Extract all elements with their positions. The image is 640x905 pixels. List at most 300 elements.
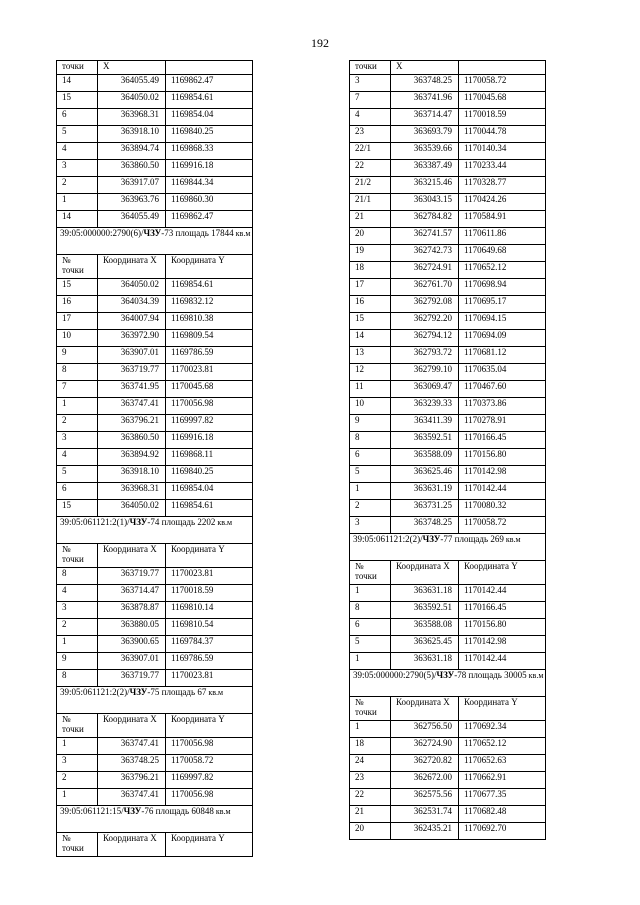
coord-y-cell: 1170080.32 (459, 500, 546, 517)
point-number-cell: 4 (57, 449, 98, 466)
point-number-cell: 20 (350, 823, 391, 840)
coord-x-cell: 362720.82 (391, 755, 459, 772)
point-number-cell: 21/2 (350, 177, 391, 194)
coord-y-cell: 1170278.91 (459, 415, 546, 432)
coord-x-cell: 363719.77 (98, 364, 166, 381)
table-row (57, 585, 253, 602)
table-row (350, 755, 546, 772)
table-row (350, 789, 546, 806)
point-number-cell: 21 (350, 806, 391, 823)
section-title-row (57, 517, 253, 544)
area-unit: кв.м (233, 229, 251, 238)
coord-y-cell: 1169844.34 (166, 177, 253, 194)
coord-x-cell: 363239.33 (391, 398, 459, 415)
point-number-cell: 6 (57, 109, 98, 126)
table-row (350, 619, 546, 636)
table-row (57, 313, 253, 330)
section-title (57, 228, 253, 255)
table-row (350, 585, 546, 602)
table-row (350, 432, 546, 449)
right-coordinates-table (349, 60, 546, 840)
coord-x-cell: 362672.00 (391, 772, 459, 789)
table-row (57, 347, 253, 364)
coord-x-cell: 363968.31 (98, 109, 166, 126)
coord-y-cell: 1169854.61 (166, 92, 253, 109)
point-number-cell: 15 (57, 279, 98, 296)
area-text: -75 площадь 67 (147, 687, 207, 697)
table-row (57, 755, 253, 772)
header-coord-x: Координата X (391, 697, 459, 721)
table-row (57, 738, 253, 755)
coord-y-cell: 1170233.44 (459, 160, 546, 177)
coord-y-cell: 1170692.70 (459, 823, 546, 840)
coord-x-cell: 363625.45 (391, 636, 459, 653)
coord-y-cell: 1170682.48 (459, 806, 546, 823)
point-number-cell: 6 (350, 619, 391, 636)
coord-x-cell: 363043.15 (391, 194, 459, 211)
table-row (57, 143, 253, 160)
coord-x-cell: 363878.87 (98, 602, 166, 619)
zone-code: ЧЗУ (129, 687, 148, 697)
point-number-cell: 8 (57, 364, 98, 381)
area-unit: кв.м (503, 535, 521, 544)
coord-x-cell: 363972.90 (98, 330, 166, 347)
zone-code: ЧЗУ (123, 806, 142, 816)
coord-x-cell: 362724.90 (391, 738, 459, 755)
table-row (350, 806, 546, 823)
point-number-cell: 14 (57, 75, 98, 92)
table-row (350, 143, 546, 160)
table-header-row (57, 544, 253, 568)
coord-y-cell: 1169784.37 (166, 636, 253, 653)
table-row (57, 109, 253, 126)
coord-y-cell: 1169840.25 (166, 126, 253, 143)
coord-x-cell: 363215.46 (391, 177, 459, 194)
coord-x-cell: 363918.10 (98, 466, 166, 483)
point-number-cell: 8 (57, 568, 98, 585)
coord-x-cell: 363968.31 (98, 483, 166, 500)
point-number-cell: 2 (57, 619, 98, 636)
table-header-row (57, 61, 253, 75)
coord-x-cell: 363963.76 (98, 194, 166, 211)
table-row (350, 194, 546, 211)
point-number-cell: 9 (350, 415, 391, 432)
point-number-cell: 7 (57, 381, 98, 398)
coord-x-cell: 363918.10 (98, 126, 166, 143)
coord-x-cell: 362575.56 (391, 789, 459, 806)
table-header-row (350, 61, 546, 75)
area-text: -77 площадь 269 (440, 534, 504, 544)
coord-y-cell: 1170467.60 (459, 381, 546, 398)
header-coord-y: Координата Y (166, 714, 253, 738)
header-coord-x: Координата X (98, 544, 166, 568)
coord-x-cell: 363387.49 (391, 160, 459, 177)
header-coord-x: X (98, 61, 166, 75)
coord-y-cell: 1170166.45 (459, 432, 546, 449)
table-header-row (57, 714, 253, 738)
table-row (57, 364, 253, 381)
table-row (57, 398, 253, 415)
cadastral-number: 39:05:061121:15/ (60, 806, 124, 816)
table-row (350, 92, 546, 109)
header-coord-y: Координата Y (166, 544, 253, 568)
table-row (350, 109, 546, 126)
point-number-cell: 15 (350, 313, 391, 330)
point-number-cell: 4 (57, 585, 98, 602)
header-coord-y: Координата Y (459, 561, 546, 585)
point-number-cell: 15 (57, 500, 98, 517)
header-coord-y: Координата Y (166, 255, 253, 279)
point-number-cell: 17 (350, 279, 391, 296)
coord-x-cell: 363592.51 (391, 432, 459, 449)
coord-x-cell: 363592.51 (391, 602, 459, 619)
coord-y-cell: 1169809.54 (166, 330, 253, 347)
table-row (350, 296, 546, 313)
header-coord-y (166, 61, 253, 75)
coord-y-cell: 1169786.59 (166, 653, 253, 670)
area-unit: кв.м (213, 807, 231, 816)
point-number-cell: 22/1 (350, 143, 391, 160)
coord-y-cell: 1170023.81 (166, 364, 253, 381)
coord-y-cell: 1170056.98 (166, 738, 253, 755)
coord-y-cell: 1170023.81 (166, 670, 253, 687)
point-number-cell: 23 (350, 126, 391, 143)
coord-y-cell: 1170677.35 (459, 789, 546, 806)
table-row (57, 500, 253, 517)
coord-y-cell: 1169786.59 (166, 347, 253, 364)
table-row (57, 653, 253, 670)
area-unit: кв.м (526, 671, 544, 680)
coord-x-cell: 363714.47 (98, 585, 166, 602)
coord-y-cell: 1169997.82 (166, 772, 253, 789)
table-row (350, 602, 546, 619)
coord-x-cell: 363719.77 (98, 670, 166, 687)
point-number-cell: 1 (350, 653, 391, 670)
header-number-sign: № (62, 255, 71, 265)
header-coord-x: Координата X (391, 561, 459, 585)
coord-y-cell: 1170056.98 (166, 789, 253, 806)
point-number-cell: 2 (350, 500, 391, 517)
point-number-cell: 4 (350, 109, 391, 126)
point-number-cell: 1 (57, 636, 98, 653)
point-number-cell: 8 (350, 602, 391, 619)
coord-x-cell: 363860.50 (98, 432, 166, 449)
area-text: -76 площадь 60848 (141, 806, 214, 816)
coord-y-cell: 1170142.44 (459, 585, 546, 602)
coord-y-cell: 1169860.30 (166, 194, 253, 211)
coord-x-cell: 362435.21 (391, 823, 459, 840)
table-row (57, 296, 253, 313)
coord-x-cell: 362792.20 (391, 313, 459, 330)
point-number-cell: 24 (350, 755, 391, 772)
coord-x-cell: 363631.18 (391, 585, 459, 602)
section-title-row (57, 806, 253, 833)
header-point-number (57, 714, 98, 738)
header-coord-x: Координата X (98, 714, 166, 738)
table-header-row (57, 255, 253, 279)
coord-x-cell: 363731.25 (391, 500, 459, 517)
coord-x-cell: 363900.65 (98, 636, 166, 653)
header-coord-y: Координата Y (166, 833, 253, 857)
table-row (350, 177, 546, 194)
table-row (350, 721, 546, 738)
coord-y-cell: 1170662.91 (459, 772, 546, 789)
point-number-cell: 1 (350, 483, 391, 500)
header-coord-x: Координата X (98, 833, 166, 857)
coord-y-cell: 1170142.44 (459, 483, 546, 500)
point-number-cell: 5 (57, 126, 98, 143)
header-point-number (57, 833, 98, 857)
coord-y-cell: 1169916.18 (166, 432, 253, 449)
coord-x-cell: 362799.10 (391, 364, 459, 381)
table-header-row (57, 833, 253, 857)
coord-x-cell: 363894.74 (98, 143, 166, 160)
section-title (350, 534, 546, 561)
coord-x-cell: 363741.95 (98, 381, 166, 398)
coord-x-cell: 363748.25 (391, 517, 459, 534)
table-row (57, 330, 253, 347)
table-row (350, 75, 546, 92)
coord-y-cell: 1169854.04 (166, 483, 253, 500)
header-point-label: точки (62, 265, 84, 275)
table-row (57, 75, 253, 92)
header-point: точки (350, 61, 391, 75)
table-row (350, 313, 546, 330)
header-point-label: точки (62, 724, 84, 734)
table-row (350, 245, 546, 262)
point-number-cell: 21 (350, 211, 391, 228)
table-row (57, 619, 253, 636)
coord-x-cell: 363747.41 (98, 789, 166, 806)
coord-x-cell: 363747.41 (98, 398, 166, 415)
table-header-row (350, 697, 546, 721)
point-number-cell: 3 (57, 160, 98, 177)
table-row (57, 483, 253, 500)
point-number-cell: 9 (57, 653, 98, 670)
coord-x-cell: 363796.21 (98, 415, 166, 432)
table-row (57, 568, 253, 585)
header-number-sign: № (62, 833, 71, 843)
coord-y-cell: 1170018.59 (459, 109, 546, 126)
point-number-cell: 13 (350, 347, 391, 364)
table-row (57, 670, 253, 687)
coord-y-cell: 1169862.47 (166, 211, 253, 228)
area-text: -74 площадь 2202 (147, 517, 216, 527)
coord-y-cell: 1170692.34 (459, 721, 546, 738)
coord-x-cell: 363741.96 (391, 92, 459, 109)
coord-x-cell: 362792.08 (391, 296, 459, 313)
coord-y-cell: 1170611.86 (459, 228, 546, 245)
table-row (57, 194, 253, 211)
header-point: точки (57, 61, 98, 75)
cadastral-number: 39:05:061121:2(2)/ (60, 687, 130, 697)
coord-x-cell: 363069.47 (391, 381, 459, 398)
coord-x-cell: 363917.07 (98, 177, 166, 194)
header-point-number (350, 561, 391, 585)
coord-x-cell: 362784.82 (391, 211, 459, 228)
coord-x-cell: 364034.39 (98, 296, 166, 313)
header-point-number (57, 255, 98, 279)
zone-code: ЧЗУ (143, 228, 162, 238)
cadastral-number: 39:05:000000:2790(6)/ (60, 228, 144, 238)
header-coord-x: X (391, 61, 459, 75)
coord-y-cell: 1170424.26 (459, 194, 546, 211)
coord-y-cell: 1170142.98 (459, 636, 546, 653)
point-number-cell: 23 (350, 772, 391, 789)
coord-x-cell: 362756.50 (391, 721, 459, 738)
table-row (350, 449, 546, 466)
section-title-row (57, 687, 253, 714)
coord-x-cell: 362531.74 (391, 806, 459, 823)
header-point-number (350, 697, 391, 721)
coord-x-cell: 364007.94 (98, 313, 166, 330)
coord-y-cell: 1169810.38 (166, 313, 253, 330)
coord-y-cell: 1170156.80 (459, 619, 546, 636)
table-row (350, 415, 546, 432)
point-number-cell: 8 (57, 670, 98, 687)
point-number-cell: 22 (350, 160, 391, 177)
coord-x-cell: 363907.01 (98, 347, 166, 364)
point-number-cell: 7 (350, 92, 391, 109)
coord-y-cell: 1170328.77 (459, 177, 546, 194)
section-title-row (350, 670, 546, 697)
coord-y-cell: 1170373.86 (459, 398, 546, 415)
coord-y-cell: 1170694.09 (459, 330, 546, 347)
table-row (350, 500, 546, 517)
coord-y-cell: 1170698.94 (459, 279, 546, 296)
coord-x-cell: 363411.39 (391, 415, 459, 432)
table-row (57, 449, 253, 466)
coord-y-cell: 1170681.12 (459, 347, 546, 364)
section-title-row (350, 534, 546, 561)
area-text: -73 площадь 17844 (161, 228, 234, 238)
point-number-cell: 3 (57, 602, 98, 619)
right-coordinates-column (349, 60, 546, 840)
section-title (57, 517, 253, 544)
header-number-sign: № (62, 714, 71, 724)
header-coord-y: Координата Y (459, 697, 546, 721)
point-number-cell: 5 (350, 466, 391, 483)
page-number: 192 (311, 36, 329, 50)
coord-x-cell: 363714.47 (391, 109, 459, 126)
table-row (350, 517, 546, 534)
point-number-cell: 3 (57, 432, 98, 449)
coord-y-cell: 1170056.98 (166, 398, 253, 415)
point-number-cell: 3 (350, 517, 391, 534)
coord-x-cell: 363539.66 (391, 143, 459, 160)
left-coordinates-column (56, 60, 253, 857)
zone-code: ЧЗУ (436, 670, 455, 680)
coord-y-cell: 1170058.72 (459, 517, 546, 534)
table-row (57, 636, 253, 653)
coord-x-cell: 363631.19 (391, 483, 459, 500)
point-number-cell: 16 (350, 296, 391, 313)
coord-x-cell: 363625.46 (391, 466, 459, 483)
point-number-cell: 16 (57, 296, 98, 313)
table-row (350, 483, 546, 500)
coord-y-cell: 1170652.63 (459, 755, 546, 772)
table-row (350, 398, 546, 415)
point-number-cell: 17 (57, 313, 98, 330)
point-number-cell: 4 (57, 143, 98, 160)
table-row (350, 381, 546, 398)
coord-y-cell: 1169916.18 (166, 160, 253, 177)
coord-y-cell: 1169854.61 (166, 279, 253, 296)
section-title (57, 806, 253, 833)
table-row (350, 228, 546, 245)
point-number-cell: 15 (57, 92, 98, 109)
zone-code: ЧЗУ (129, 517, 148, 527)
point-number-cell: 1 (57, 738, 98, 755)
point-number-cell: 22 (350, 789, 391, 806)
point-number-cell: 18 (350, 738, 391, 755)
table-row (57, 432, 253, 449)
coord-x-cell: 362742.73 (391, 245, 459, 262)
table-row (350, 211, 546, 228)
coord-x-cell: 363748.25 (391, 75, 459, 92)
table-row (57, 381, 253, 398)
coord-y-cell: 1169868.11 (166, 449, 253, 466)
table-row (350, 364, 546, 381)
coord-x-cell: 363748.25 (98, 755, 166, 772)
point-number-cell: 20 (350, 228, 391, 245)
table-row (350, 653, 546, 670)
table-row (350, 330, 546, 347)
section-title (57, 687, 253, 714)
point-number-cell: 14 (350, 330, 391, 347)
coord-y-cell: 1170635.04 (459, 364, 546, 381)
coord-y-cell: 1170652.12 (459, 262, 546, 279)
coord-y-cell: 1169810.14 (166, 602, 253, 619)
coord-x-cell: 363907.01 (98, 653, 166, 670)
coord-y-cell: 1170584.91 (459, 211, 546, 228)
coord-x-cell: 364050.02 (98, 92, 166, 109)
coord-x-cell: 364050.02 (98, 500, 166, 517)
point-number-cell: 14 (57, 211, 98, 228)
coord-y-cell: 1169997.82 (166, 415, 253, 432)
point-number-cell: 6 (350, 449, 391, 466)
coord-x-cell: 362761.70 (391, 279, 459, 296)
table-row (57, 279, 253, 296)
point-number-cell: 3 (57, 755, 98, 772)
table-row (350, 738, 546, 755)
header-point-label: точки (355, 707, 377, 717)
point-number-cell: 6 (57, 483, 98, 500)
cadastral-number: 39:05:061121:2(1)/ (60, 517, 130, 527)
area-unit: кв.м (206, 688, 224, 697)
table-row (57, 177, 253, 194)
table-row (57, 211, 253, 228)
header-point-number (57, 544, 98, 568)
coord-y-cell: 1170166.45 (459, 602, 546, 619)
header-point-label: точки (355, 571, 377, 581)
coord-x-cell: 362794.12 (391, 330, 459, 347)
coord-y-cell: 1169810.54 (166, 619, 253, 636)
point-number-cell: 8 (350, 432, 391, 449)
point-number-cell: 2 (57, 415, 98, 432)
table-row (57, 126, 253, 143)
header-number-sign: № (355, 697, 364, 707)
point-number-cell: 1 (350, 585, 391, 602)
coord-x-cell: 364050.02 (98, 279, 166, 296)
point-number-cell: 11 (350, 381, 391, 398)
coord-y-cell: 1169854.61 (166, 500, 253, 517)
section-title (350, 670, 546, 697)
header-point-label: точки (62, 554, 84, 564)
coord-y-cell: 1169854.04 (166, 109, 253, 126)
coord-x-cell: 362741.57 (391, 228, 459, 245)
area-unit: кв.м (215, 518, 233, 527)
